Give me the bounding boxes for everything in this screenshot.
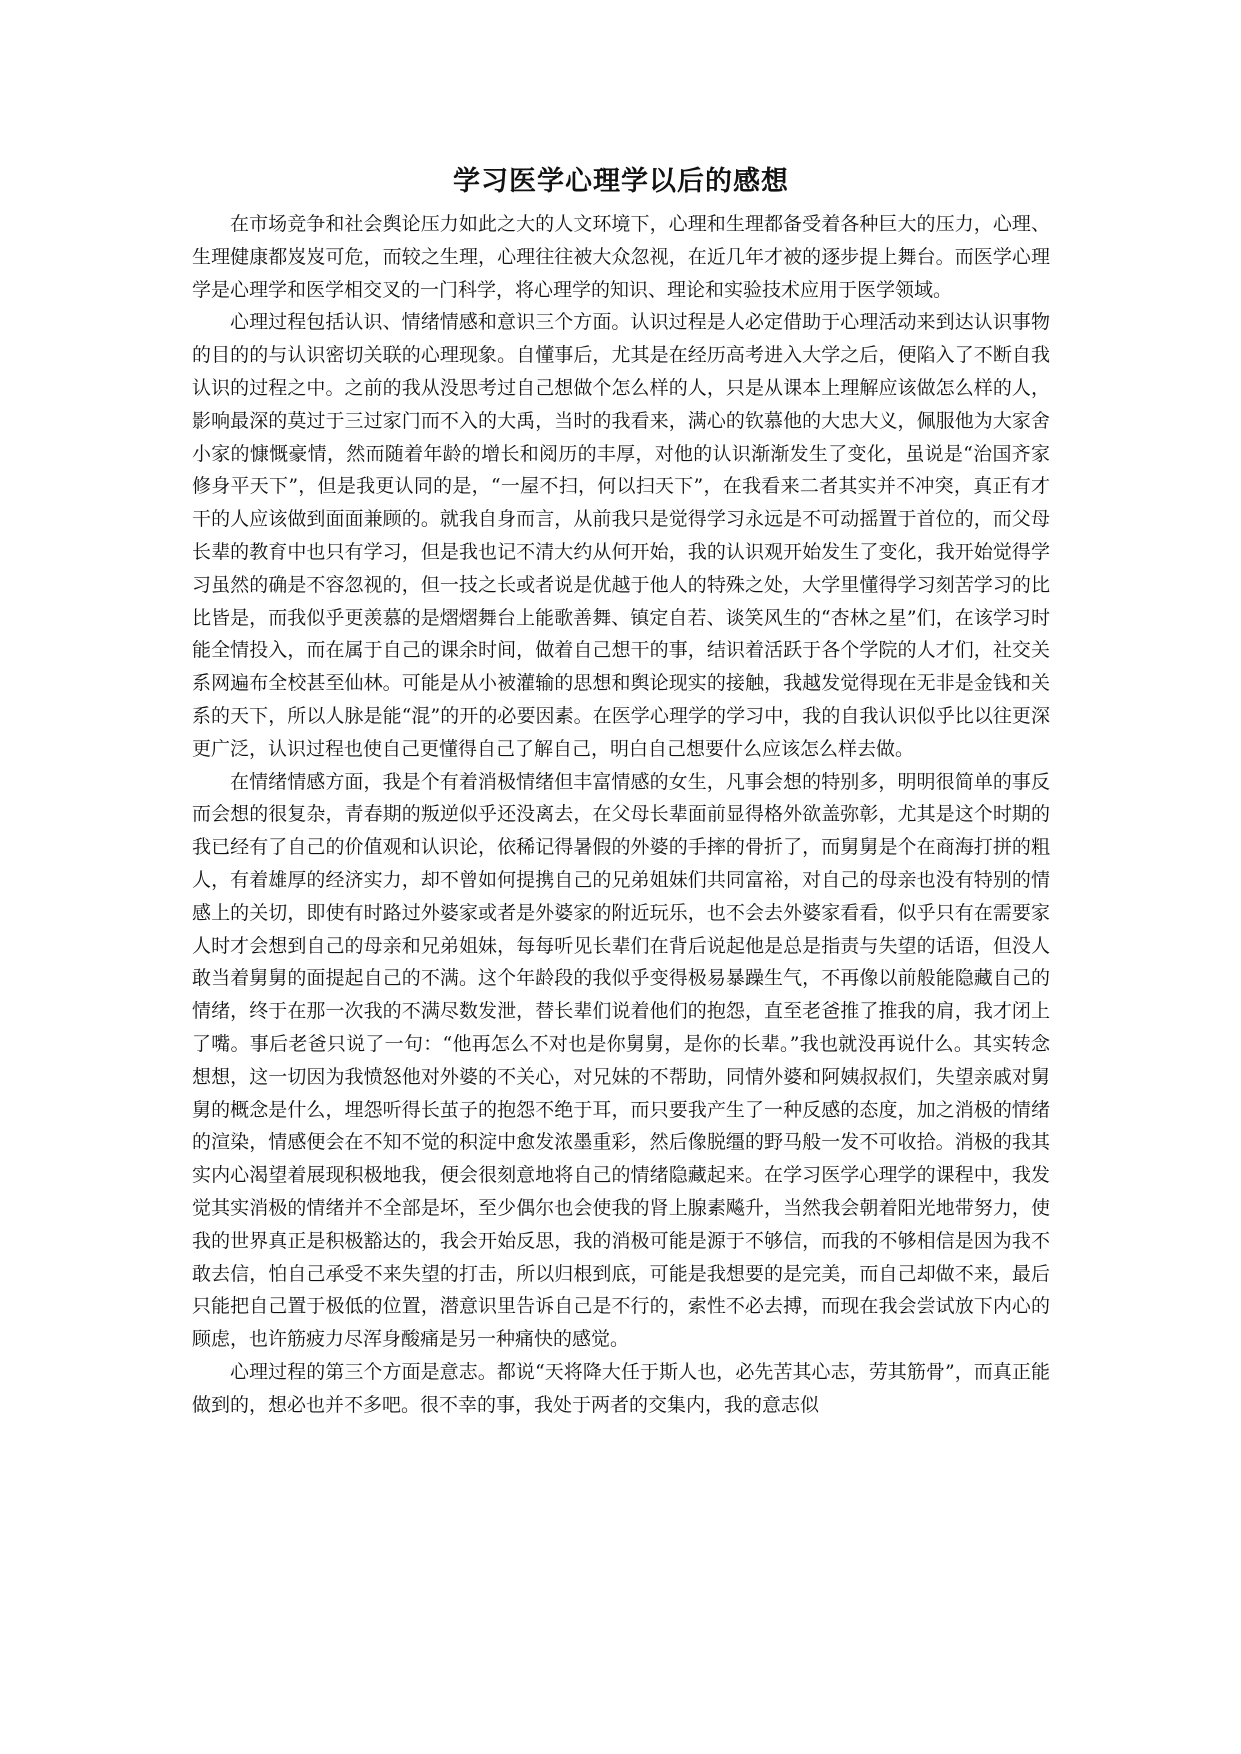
paragraph-intro: 在市场竞争和社会舆论压力如此之大的人文环境下，心理和生理都备受着各种巨大的压力，心理、生理健康都岌岌可危，而较之生理，心理往往被大众忽视，在近几年才被的逐步提上舞台。而医学心理学是心理学和医学相交叉的一门科学，将心理学的知识、理论和实验技术应用于医学领域。: [192, 213, 1050, 301]
paragraph-will: 心理过程的第三个方面是意志。都说“天将降大任于斯人也，必先苦其心志，劳其筋骨”，而真正能做到的，想必也并不多吧。很不幸的事，我处于两者的交集内，我的意志似: [192, 1360, 1050, 1416]
paragraph-emotion: 在情绪情感方面，我是个有着消极情绪但丰富情感的女生，凡事会想的特别多，明明很简单的事反而会想的很复杂，青春期的叛逆似乎还没离去，在父母长辈面前显得格外欲盖弥彰，尤其是这个时期的我已经有了自己的价值观和认识论，依稀记得暑假的外婆的手摔的骨折了，而舅舅是个在商海打拼的粗人，有着雄厚的经济实力，却不曾如何提携自己的兄弟姐妹们共同富裕，对自己的母亲也没有特别的情感上的关切，即使有时路过外婆家或者是外婆家的附近玩乐，也不会去外婆家看看，似乎只有在需要家人时才会想到自己的母亲和兄弟姐妹，每每听见长辈们在背后说起他是总是指责与失望的话语，但没人敢当着舅舅的面提起自己的不满。这个年龄段的我似乎变得极易暴躁生气，不再像以前般能隐藏自己的情绪，终于在那一次我的不满尽数发泄，替长辈们说着他们的抱怨，直至老爸推了推我的肩，我才闭上了嘴。事后老爸只说了一句：“他再怎么不对也是你舅舅，是你的长辈。”我也就没再说什么。其实转念想想，这一切因为我愤怒他对外婆的不关心，对兄妹的不帮助，同情外婆和阿姨叔叔们，失望亲戚对舅舅的概念是什么，埋怨听得长茧子的抱怨不绝于耳，而只要我产生了一种反感的态度，加之消极的情绪的渲染，情感便会在不知不觉的积淀中愈发浓墨重彩，然后像脱缰的野马般一发不可收拾。消极的我其实内心渴望着展现积极地我，便会很刻意地将自己的情绪隐藏起来。在学习医学心理学的课程中，我发觉其实消极的情绪并不全部是坏，至少偶尔也会使我的肾上腺素飚升，当然我会朝着阳光地带努力，使我的世界真正是积极豁达的，我会开始反思，我的消极可能是源于不够信，而我的不够相信是因为我不敢去信，怕自己承受不来失望的打击，所以归根到底，可能是我想要的是完美，而自己却做不来，最后只能把自己置于极低的位置，潜意识里告诉自己是不行的，索性不必去搏，而现在我会尝试放下内心的顾虑，也许筋疲力尽浑身酸痛是另一种痛快的感觉。: [192, 770, 1050, 1351]
document-title: 学习医学心理学以后的感想: [453, 166, 789, 197]
paragraph-cognition: 心理过程包括认识、情绪情感和意识三个方面。认识过程是人必定借助于心理活动来到达认识事物的目的的与认识密切关联的心理现象。自懂事后，尤其是在经历高考进入大学之后，便陷入了不断自我认识的过程之中。之前的我从没思考过自己想做个怎么样的人，只是从课本上理解应该做怎么样的人，影响最深的莫过于三过家门而不入的大禹，当时的我看来，满心的钦慕他的大忠大义，佩服他为大家舍小家的慷慨豪情，然而随着年龄的增长和阅历的丰厚，对他的认识渐渐发生了变化，虽说是“治国齐家修身平天下”，但是我更认同的是，“一屋不扫，何以扫天下”，在我看来二者其实并不冲突，真正有才干的人应该做到面面兼顾的。就我自身而言，从前我只是觉得学习永远是不可动摇置于首位的，而父母长辈的教育中也只有学习，但是我也记不清大约从何开始，我的认识观开始发生了变化，我开始觉得学习虽然的确是不容忽视的，但一技之长或者说是优越于他人的特殊之处，大学里懂得学习刻苦学习的比比皆是，而我似乎更羡慕的是熠熠舞台上能歌善舞、镇定自若、谈笑风生的“杏林之星”们，在该学习时能全情投入，而在属于自己的课余时间，做着自己想干的事，结识着活跃于各个学院的人才们，社交关系网遍布全校甚至仙林。可能是从小被灌输的思想和舆论现实的接触，我越发觉得现在无非是金钱和关系的天下，所以人脉是能“混”的开的必要因素。在医学心理学的学习中，我的自我认识似乎比以往更深更广泛，认识过程也使自己更懂得自己了解自己，明白自己想要什么应该怎么样去做。: [192, 311, 1050, 760]
document-page: [192, 162, 1050, 1421]
